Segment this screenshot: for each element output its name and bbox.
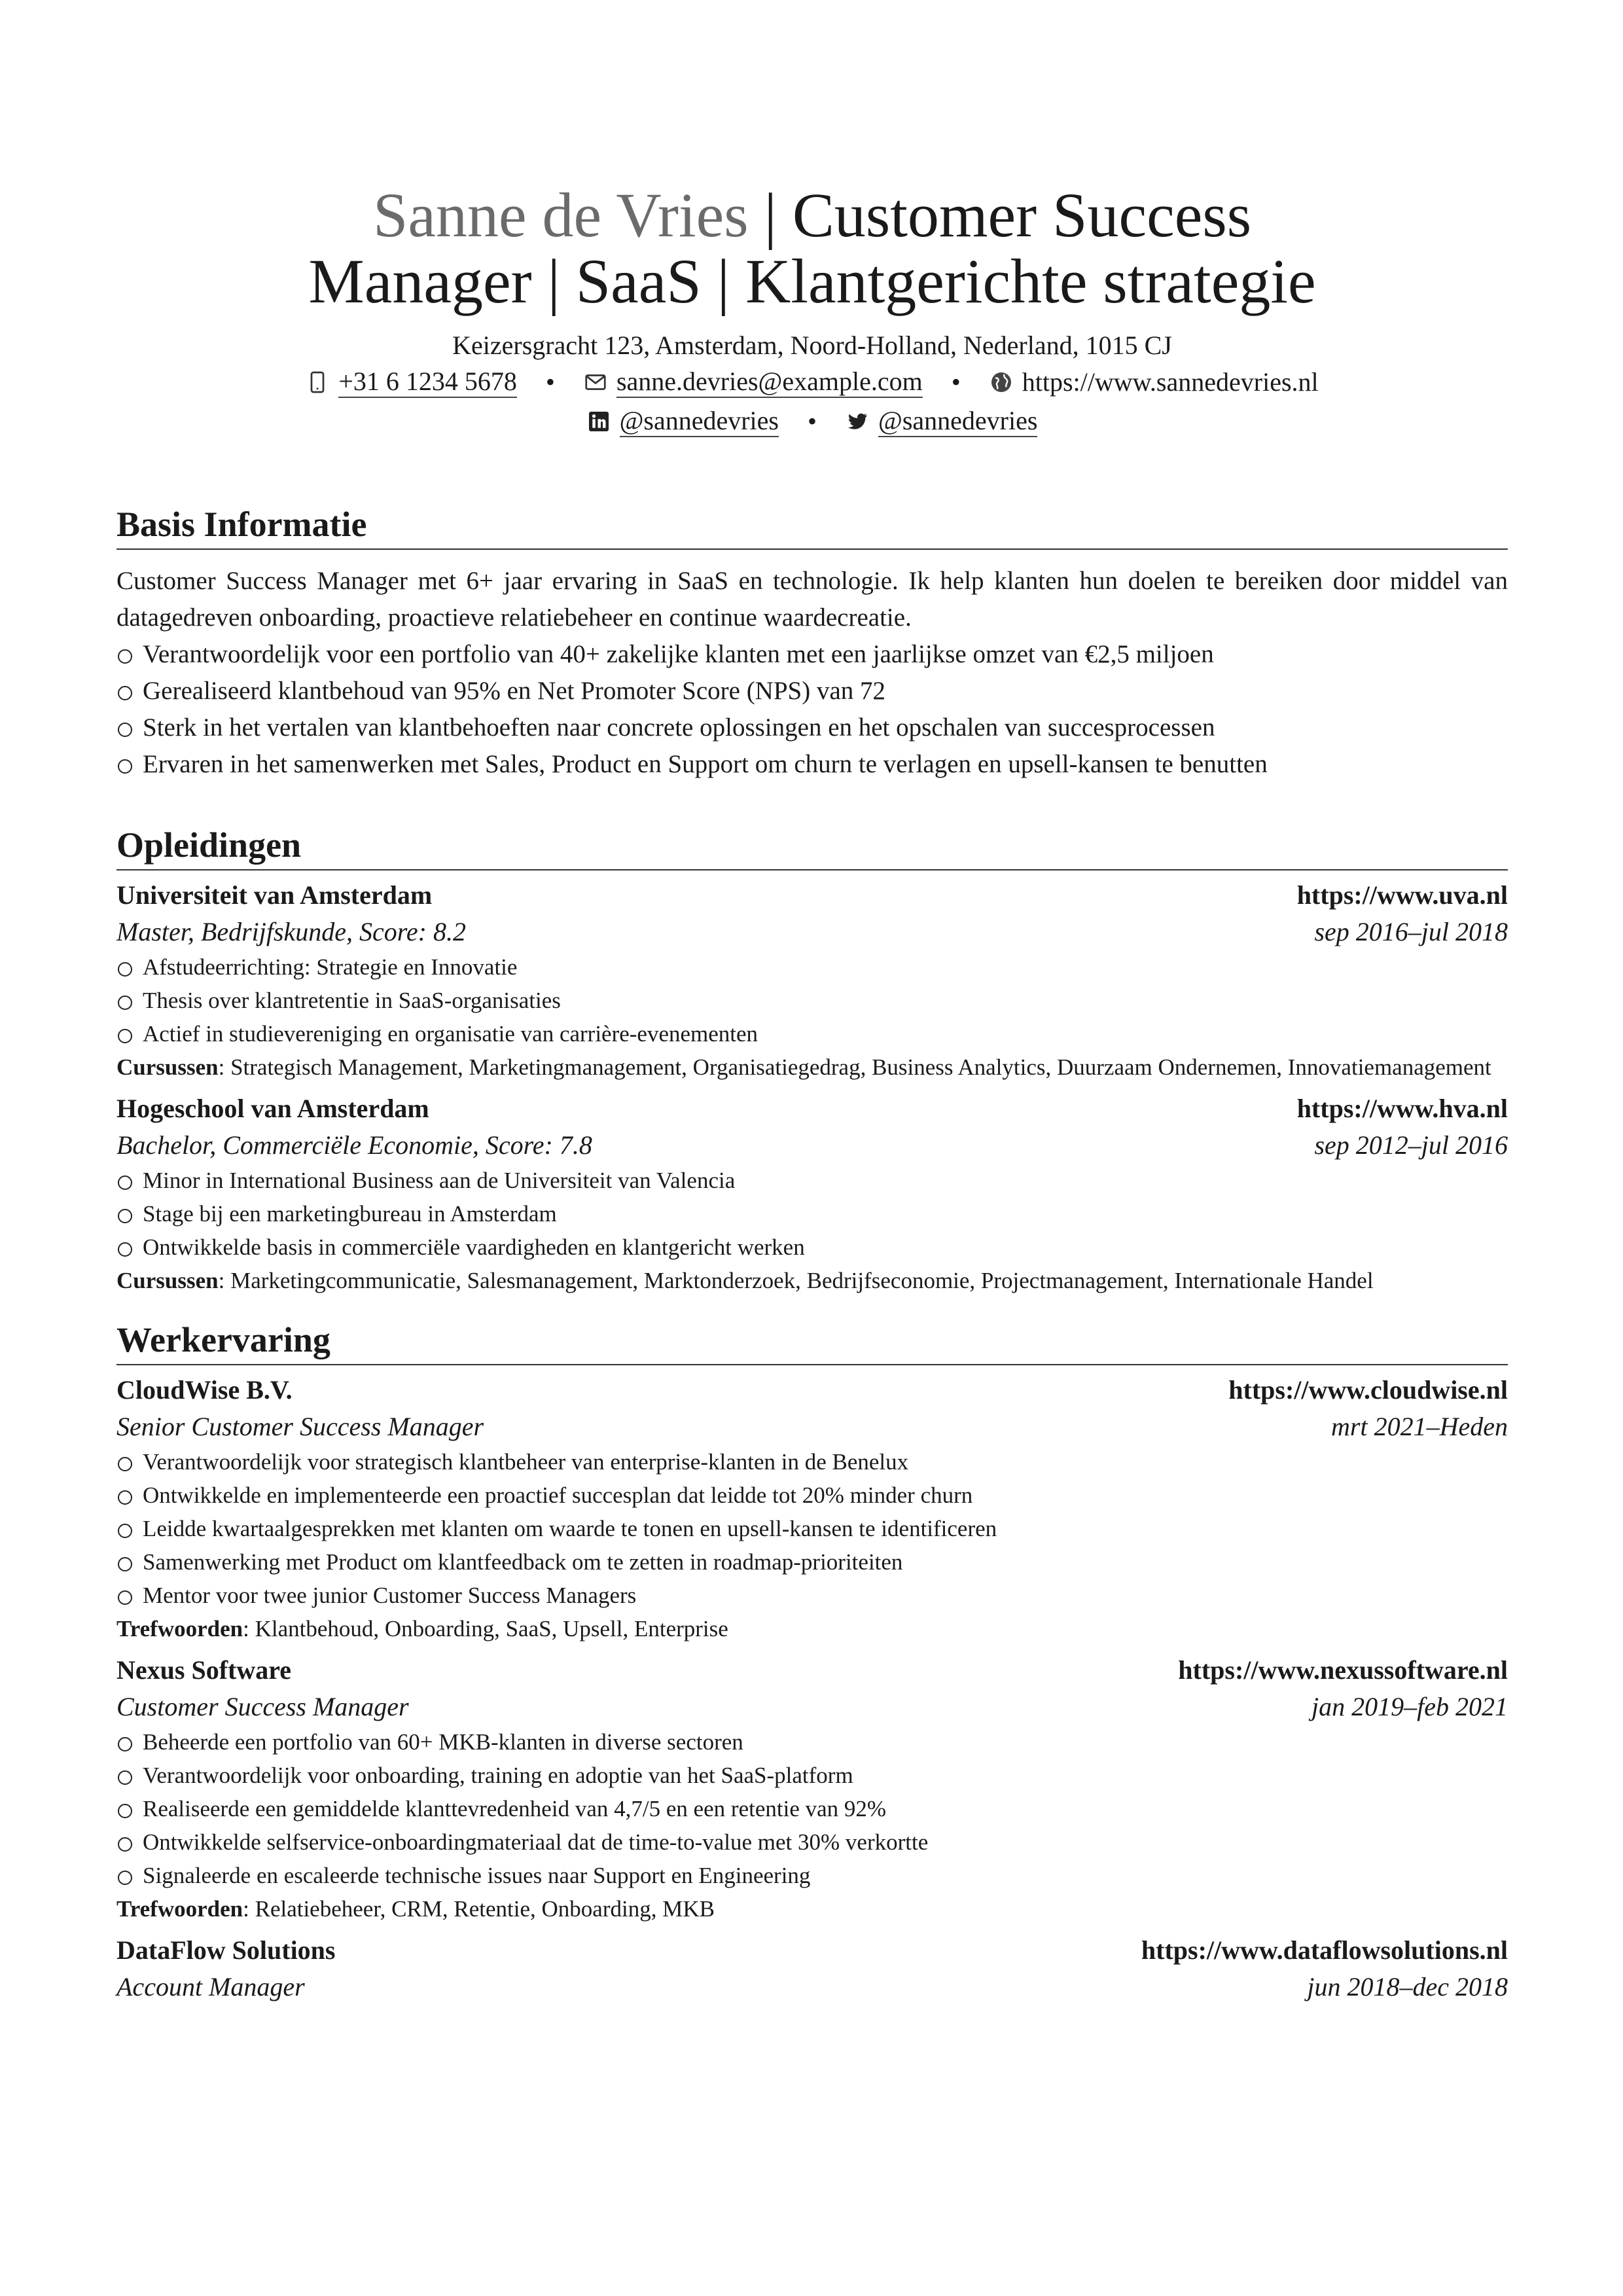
section-basis <box>116 501 1508 783</box>
contact-line-2 <box>116 402 1508 441</box>
globe-icon <box>990 370 1013 394</box>
date-range: sep 2012–jul 2016 <box>1314 1130 1508 1160</box>
list-item: Verantwoordelijk voor strategisch klantbeheer van enterprise-klanten in de Benelux <box>116 1445 1508 1479</box>
institution-name: Hogeschool van Amsterdam <box>116 1094 429 1123</box>
company-url[interactable]: https://www.nexussoftware.nl <box>1178 1655 1508 1685</box>
job-title: Senior Customer Success Manager <box>116 1412 484 1441</box>
person-name: Sanne de Vries <box>372 180 749 250</box>
education-entry <box>116 1090 1508 1297</box>
separator-dot: • <box>951 367 961 397</box>
section-work <box>116 1317 1508 2005</box>
address: Keizersgracht 123, Amsterdam, Noord-Holland, Nederland, 1015 CJ <box>452 331 1172 360</box>
company-url[interactable]: https://www.cloudwise.nl <box>1228 1375 1508 1405</box>
work-entry <box>116 1652 1508 1926</box>
institution-url[interactable]: https://www.hva.nl <box>1296 1094 1508 1123</box>
twitter-icon <box>846 410 869 433</box>
summary-text: Customer Success Manager met 6+ jaar ervaring in SaaS en technologie. Ik help klanten hun doelen te bereiken door middel van datagedreven onboarding, proactieve relatiebeheer en continue waardecreatie. <box>116 567 1508 632</box>
title-line-2: Manager | SaaS | Klantgerichte strategie <box>308 246 1316 316</box>
list-item: Thesis over klantretentie in SaaS-organisaties <box>116 984 1508 1017</box>
separator-dot: • <box>807 406 817 436</box>
list-item: Ontwikkelde basis in commerciële vaardigheden en klantgericht werken <box>116 1230 1508 1264</box>
list-item: Samenwerking met Product om klantfeedback om te zetten in roadmap-prioriteiten <box>116 1545 1508 1579</box>
keywords-text: : Relatiebeheer, CRM, Retentie, Onboarding, MKB <box>243 1896 715 1922</box>
keywords-label: Trefwoorden <box>116 1896 243 1922</box>
envelope-icon <box>584 370 607 394</box>
keywords-label: Trefwoorden <box>116 1616 243 1641</box>
list-item: Actief in studievereniging en organisatie van carrière-evenementen <box>116 1017 1508 1050</box>
email-contact[interactable] <box>584 367 923 398</box>
education-entry <box>116 877 1508 1084</box>
website-link[interactable]: https://www.sannedevries.nl <box>1022 367 1319 397</box>
job-title: Customer Success Manager <box>116 1692 409 1721</box>
list-item: Sterk in het vertalen van klantbehoeften naar concrete oplossingen en het opschalen van succesprocessen <box>116 709 1508 746</box>
section-education <box>116 822 1508 1297</box>
list-item: Verantwoordelijk voor onboarding, training en adoptie van het SaaS-platform <box>116 1759 1508 1792</box>
keywords <box>116 1892 1508 1926</box>
keywords <box>116 1612 1508 1645</box>
contact-line-1 <box>116 363 1508 402</box>
twitter-link[interactable]: @sannedevries <box>878 406 1037 437</box>
date-range: jan 2019–feb 2021 <box>1311 1692 1508 1721</box>
page-title <box>256 182 1368 314</box>
list-item: Realiseerde een gemiddelde klanttevredenheid van 4,7/5 en een retentie van 92% <box>116 1792 1508 1825</box>
list-item: Verantwoordelijk voor een portfolio van 40+ zakelijke klanten met een jaarlijkse omzet van €2,5 miljoen <box>116 636 1508 673</box>
list-item: Minor in International Business aan de Universiteit van Valencia <box>116 1164 1508 1197</box>
courses <box>116 1264 1508 1297</box>
company-name: CloudWise B.V. <box>116 1375 293 1405</box>
date-range: jun 2018–dec 2018 <box>1307 1972 1508 2001</box>
courses-text: : Strategisch Management, Marketingmanagement, Organisatiegedrag, Business Analytics, Duurzaam Ondernemen, Innovatiemanagement <box>218 1054 1491 1080</box>
list-item: Gerealiseerd klantbehoud van 95% en Net Promoter Score (NPS) van 72 <box>116 673 1508 709</box>
list-item: Ontwikkelde selfservice-onboardingmateriaal dat de time-to-value met 30% verkortte <box>116 1825 1508 1859</box>
section-heading: Werkervaring <box>116 1317 1508 1365</box>
degree: Master, Bedrijfskunde, Score: 8.2 <box>116 917 466 946</box>
mobile-icon <box>306 370 329 394</box>
list-item: Mentor voor twee junior Customer Success Managers <box>116 1579 1508 1612</box>
courses <box>116 1050 1508 1084</box>
institution-name: Universiteit van Amsterdam <box>116 880 433 910</box>
resume-header <box>116 0 1508 441</box>
list-item: Stage bij een marketingbureau in Amsterdam <box>116 1197 1508 1230</box>
section-heading: Basis Informatie <box>116 501 1508 550</box>
company-url[interactable]: https://www.dataflowsolutions.nl <box>1141 1935 1508 1965</box>
section-heading: Opleidingen <box>116 822 1508 870</box>
work-entry <box>116 1932 1508 2005</box>
list-item: Afstudeerrichting: Strategie en Innovatie <box>116 950 1508 984</box>
list-item: Ervaren in het samenwerken met Sales, Product en Support om churn te verlagen en upsell-kansen te benutten <box>116 746 1508 783</box>
twitter-contact[interactable] <box>846 406 1037 437</box>
job-title: Account Manager <box>116 1972 305 2001</box>
linkedin-contact[interactable] <box>587 406 779 437</box>
degree: Bachelor, Commerciële Economie, Score: 7.8 <box>116 1130 592 1160</box>
website-contact[interactable] <box>990 367 1319 397</box>
courses-label: Cursussen <box>116 1268 219 1293</box>
company-name: DataFlow Solutions <box>116 1935 336 1965</box>
separator-dot: • <box>545 367 555 397</box>
linkedin-icon <box>587 410 611 433</box>
list-item: Leidde kwartaalgesprekken met klanten om waarde te tonen en upsell-kansen te identificeren <box>116 1512 1508 1545</box>
date-range: sep 2016–jul 2018 <box>1314 917 1508 946</box>
list-item: Signaleerde en escaleerde technische issues naar Support en Engineering <box>116 1859 1508 1892</box>
email-link[interactable]: sanne.devries@example.com <box>616 367 923 398</box>
company-name: Nexus Software <box>116 1655 292 1685</box>
summary-bullets <box>116 636 1508 783</box>
work-entry <box>116 1372 1508 1645</box>
phone-contact[interactable] <box>306 367 517 398</box>
institution-url[interactable]: https://www.uva.nl <box>1296 880 1508 910</box>
list-item: Beheerde een portfolio van 60+ MKB-klanten in diverse sectoren <box>116 1725 1508 1759</box>
date-range: mrt 2021–Heden <box>1331 1412 1508 1441</box>
title-line-1: | Customer Success <box>764 180 1252 250</box>
linkedin-link[interactable]: @sannedevries <box>620 406 779 437</box>
phone-link[interactable]: +31 6 1234 5678 <box>338 367 517 398</box>
keywords-text: : Klantbehoud, Onboarding, SaaS, Upsell, Enterprise <box>243 1616 728 1641</box>
list-item: Ontwikkelde en implementeerde een proactief succesplan dat leidde tot 20% minder churn <box>116 1479 1508 1512</box>
courses-label: Cursussen <box>116 1054 219 1080</box>
courses-text: : Marketingcommunicatie, Salesmanagement, Marktonderzoek, Bedrijfseconomie, Projectmanagement, Internationale Handel <box>218 1268 1374 1293</box>
